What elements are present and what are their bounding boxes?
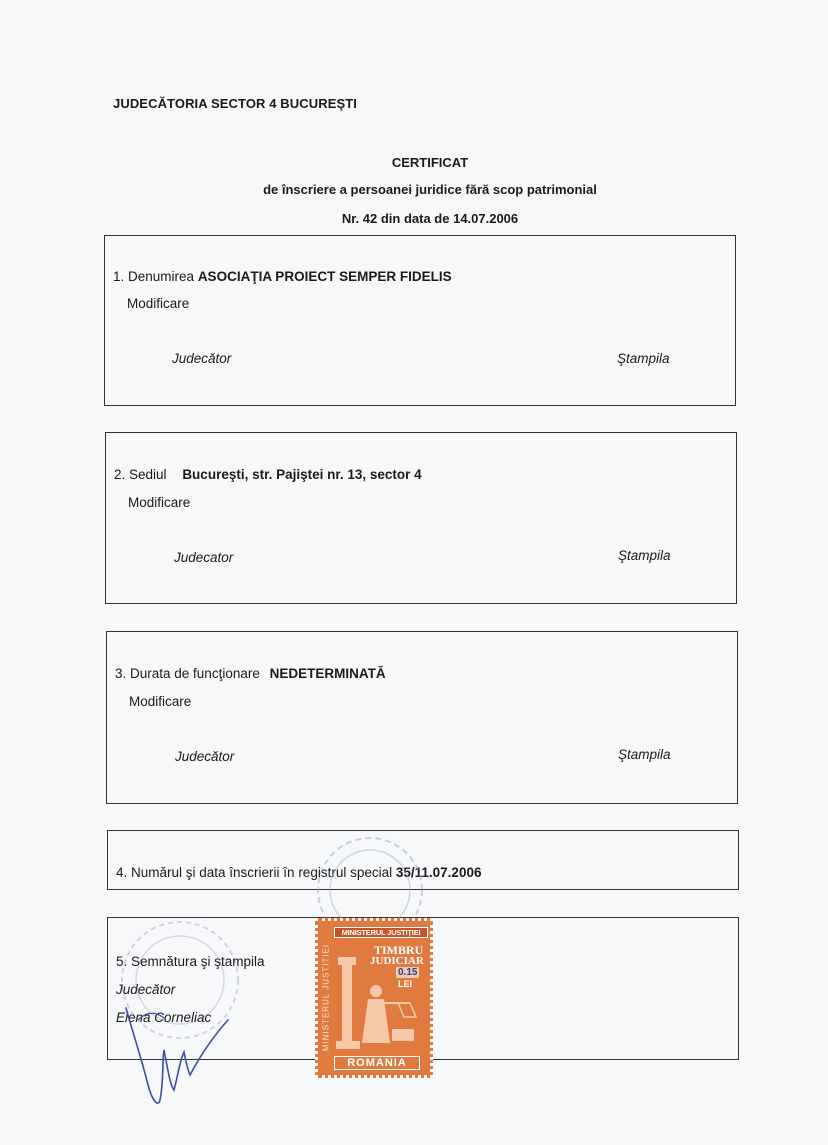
document-title: CERTIFICAT (391, 155, 469, 170)
handwritten-signature-icon (118, 990, 238, 1115)
court-name: JUDECĂTORIA SECTOR 4 BUCUREŞTI (113, 96, 358, 111)
document-subtitle: de înscriere a persoanei juridice fără scop patrimonial (263, 182, 597, 197)
section-name-judge-label: Judecător (172, 351, 232, 366)
section-registry-value: 35/11.07.2006 (395, 865, 482, 880)
section-address-box (105, 432, 737, 604)
section-duration-modification: Modificare (129, 694, 192, 709)
fiscal-stamp-currency: LEI (398, 979, 413, 989)
fiscal-stamp-country: ROMANIA (334, 1056, 420, 1070)
fiscal-stamp-side-text: MINISTERUL JUSTITIEI (321, 943, 331, 1052)
section-duration-box (106, 631, 738, 804)
section-name-box (104, 235, 736, 406)
fiscal-stamp-ministry: MINISTERUL JUSTIŢIEI (334, 927, 428, 938)
section-registry-label: 4. Numărul şi data înscrierii în registrul special (116, 865, 393, 880)
section-duration-line (115, 666, 386, 681)
section-signature-judge-label: Judecător (116, 982, 176, 997)
section-address-value: Bucureşti, str. Pajiştei nr. 13, sector 4 (182, 467, 422, 482)
fiscal-stamp (315, 918, 433, 1078)
section-duration-label: 3. Durata de funcţionare (115, 666, 260, 681)
section-duration-judge-label: Judecător (175, 749, 235, 764)
section-name-label: 1. Denumirea (113, 269, 195, 284)
section-name-modification: Modificare (127, 296, 190, 311)
section-address-label: 2. Sediul (114, 467, 167, 482)
section-address-line (114, 467, 422, 482)
fiscal-stamp-title-2: JUDICIAR (370, 955, 424, 967)
section-name-stamp-label: Ştampila (617, 351, 670, 366)
section-duration-value: NEDETERMINATĂ (269, 666, 386, 681)
section-signature-judge-name: Elena Corneliac (116, 1010, 212, 1025)
section-name-value: ASOCIAŢIA PROIECT SEMPER FIDELIS (197, 269, 452, 284)
section-duration-stamp-label: Ştampila (618, 747, 671, 762)
document-number: Nr. 42 din data de 14.07.2006 (341, 211, 519, 226)
section-address-judge-label: Judecator (174, 550, 234, 565)
fiscal-stamp-value: 0.15 (398, 967, 418, 978)
section-address-modification: Modificare (128, 495, 191, 510)
section-name-line (113, 269, 452, 284)
fiscal-stamp-title-1: TIMBRU (374, 943, 424, 957)
section-address-stamp-label: Ştampila (618, 548, 671, 563)
section-signature-label: 5. Semnătura şi ştampila (116, 954, 265, 969)
justice-figure-icon (332, 943, 426, 1053)
